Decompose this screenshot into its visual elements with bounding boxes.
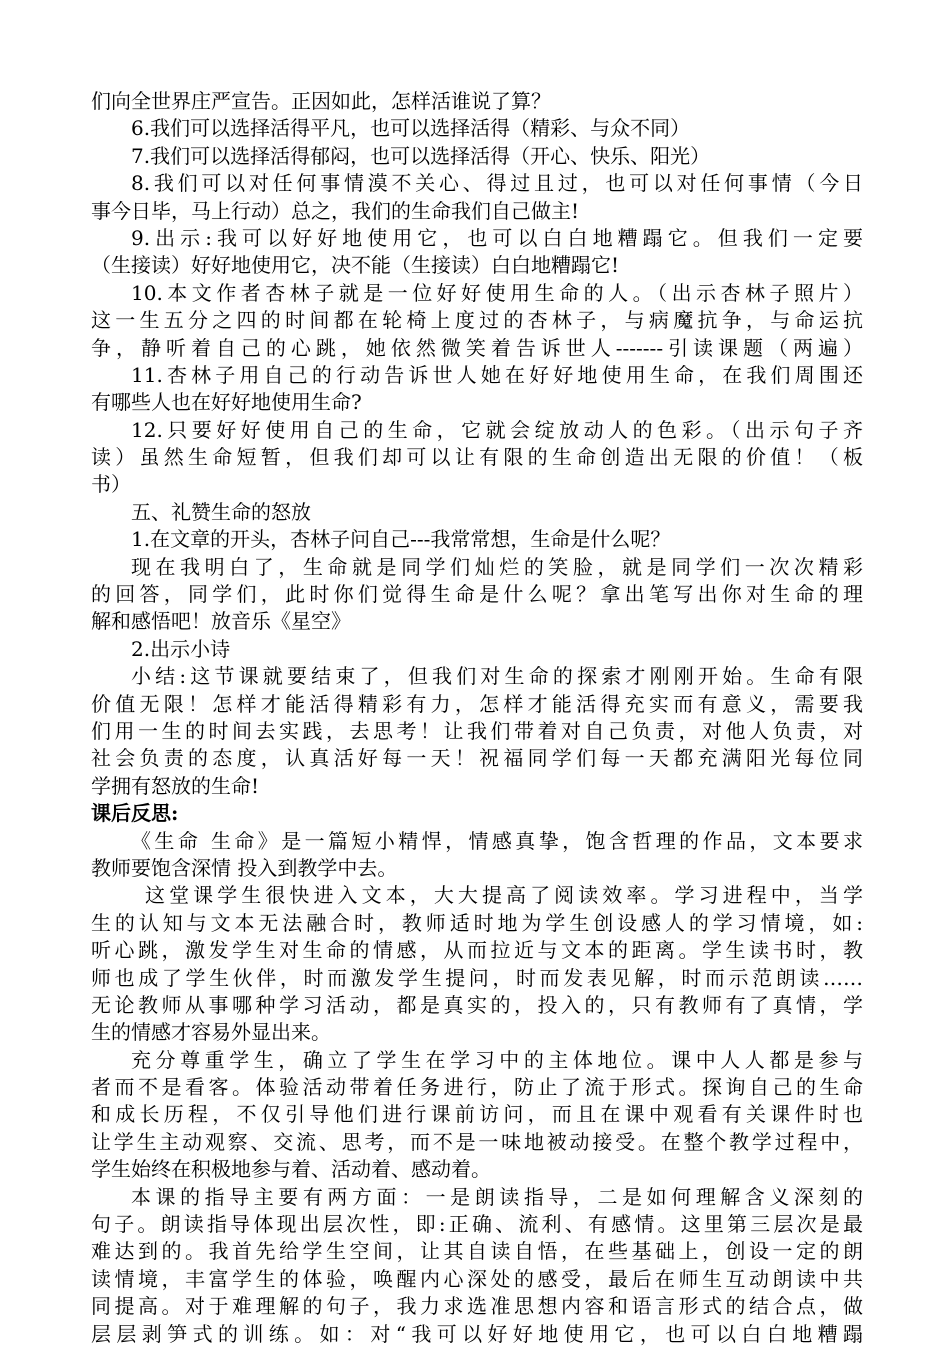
text-line: 师也成了学生伙伴，时而激发学生提问，时而发表见解，时而示范朗读…… [91, 965, 863, 990]
text-line: 让学生主动观察、交流、思考，而不是一味地被动接受。在整个教学过程中， [91, 1129, 863, 1154]
text-line: 书） [91, 472, 131, 497]
text-line: （生接读）好好地使用它，决不能（生接读）白白地糟蹋它! [91, 253, 620, 278]
text-line: 无论教师从事哪种学习活动，都是真实的，投入的，只有教师有了真情，学 [91, 992, 863, 1017]
text-line: 和成长历程，不仅引导他们进行课前访问，而且在课中观看有关课件时也 [91, 1102, 863, 1127]
text-line: 8.我们可以对任何事情漠不关心、得过且过，也可以对任何事情（今日 [131, 171, 863, 196]
text-line: 本课的指导主要有两方面：一是朗读指导，二是如何理解含义深刻的 [131, 1184, 863, 1209]
text-line: 读）虽然生命短暂，但我们却可以让有限的生命创造出无限的价值！（板 [91, 445, 863, 470]
text-line: 社会负责的态度，认真活好每一天！祝福同学们每一天都充满阳光每位同 [91, 746, 863, 771]
text-line: 学拥有怒放的生命! [91, 773, 260, 798]
text-line: 同提高。对于难理解的句子，我力求选准思想内容和语言形式的结合点，做 [91, 1294, 863, 1319]
section-heading: 课后反思: [91, 801, 179, 826]
text-line: 解和感悟吧！放音乐《星空》 [91, 609, 351, 634]
text-line: 事今日毕，马上行动）总之，我们的生命我们自己做主! [91, 198, 580, 223]
text-line: 6.我们可以选择活得平凡，也可以选择活得（精彩、与众不同） [131, 116, 691, 141]
text-line: 2.出示小诗 [131, 636, 231, 661]
text-line: 们向全世界庄严宣告。正因如此，怎样活谁说了算？ [91, 89, 551, 113]
text-line: 12.只要好好使用自己的生命，它就会绽放动人的色彩。（出示句子齐 [131, 417, 863, 442]
document-page [91, 88, 863, 1348]
text-line: 难达到的。我首先给学生空间，让其自读自悟，在些基础上，创设一定的朗 [91, 1239, 863, 1264]
text-line: 充分尊重学生，确立了学生在学习中的主体地位。课中人人都是参与 [131, 1047, 863, 1072]
text-line: 9.出示:我可以好好地使用它，也可以白白地糟蹋它。但我们一定要 [131, 225, 863, 250]
text-line: 现在我明白了，生命就是同学们灿烂的笑脸，就是同学们一次次精彩 [131, 554, 863, 579]
text-line: 小结:这节课就要结束了，但我们对生命的探索才刚刚开始。生命有限 [131, 664, 863, 689]
text-line: 教师要饱含深情 投入到教学中去。 [91, 855, 398, 880]
text-line: 层层剥笋式的训练。如：对“我可以好好地使用它，也可以白白地糟蹋 [91, 1321, 863, 1346]
text-line: 句子。朗读指导体现出层次性，即:正确、流利、有感情。这里第三层次是最 [91, 1212, 863, 1237]
text-line: 这堂课学生很快进入文本，大大提高了阅读效率。学习进程中，当学 [145, 883, 863, 908]
text-line: 有哪些人也在好好地使用生命? [91, 390, 362, 415]
text-line: 学生始终在积极地参与着、活动着、感动着。 [91, 1157, 491, 1182]
text-line: 10.本文作者杏林子就是一位好好使用生命的人。（出示杏林子照片） [131, 280, 863, 305]
text-line: 这一生五分之四的时间都在轮椅上度过的杏林子，与病魔抗争，与命运抗 [91, 308, 863, 333]
text-line: 生的认知与文本无法融合时，教师适时地为学生创设感人的学习情境，如: [91, 910, 863, 935]
text-line: 五、礼赞生命的怒放 [131, 499, 311, 524]
text-line: 读情境，丰富学生的体验，唤醒内心深处的感受，最后在师生互动朗读中共 [91, 1266, 863, 1291]
text-line: 的回答，同学们，此时你们觉得生命是什么呢？拿出笔写出你对生命的理 [91, 582, 863, 607]
text-line: 争，静听着自己的心跳，她依然微笑着告诉世人-------引读课题（两遍） [91, 335, 863, 360]
text-line: 价值无限！怎样才能活得精彩有力，怎样才能活得充实而有意义，需要我 [91, 691, 863, 716]
text-line: 生的情感才容易外显出来。 [91, 1020, 331, 1045]
text-line: 者而不是看客。体验活动带着任务进行，防止了流于形式。探询自己的生命 [91, 1075, 863, 1100]
text-line: 11.杏林子用自己的行动告诉世人她在好好地使用生命，在我们周围还 [131, 362, 863, 387]
text-line: 听心跳，激发学生对生命的情感，从而拉近与文本的距离。学生读书时，教 [91, 938, 863, 963]
text-line: 1.在文章的开头，杏林子问自己---我常常想，生命是什么呢？ [131, 527, 671, 552]
text-line: 7.我们可以选择活得郁闷，也可以选择活得（开心、快乐、阳光） [131, 143, 711, 168]
text-line: 《生命 生命》是一篇短小精悍，情感真挚，饱含哲理的作品，文本要求 [131, 828, 863, 853]
text-line: 们用一生的时间去实践，去思考！让我们带着对自己负责，对他人负责，对 [91, 718, 863, 743]
